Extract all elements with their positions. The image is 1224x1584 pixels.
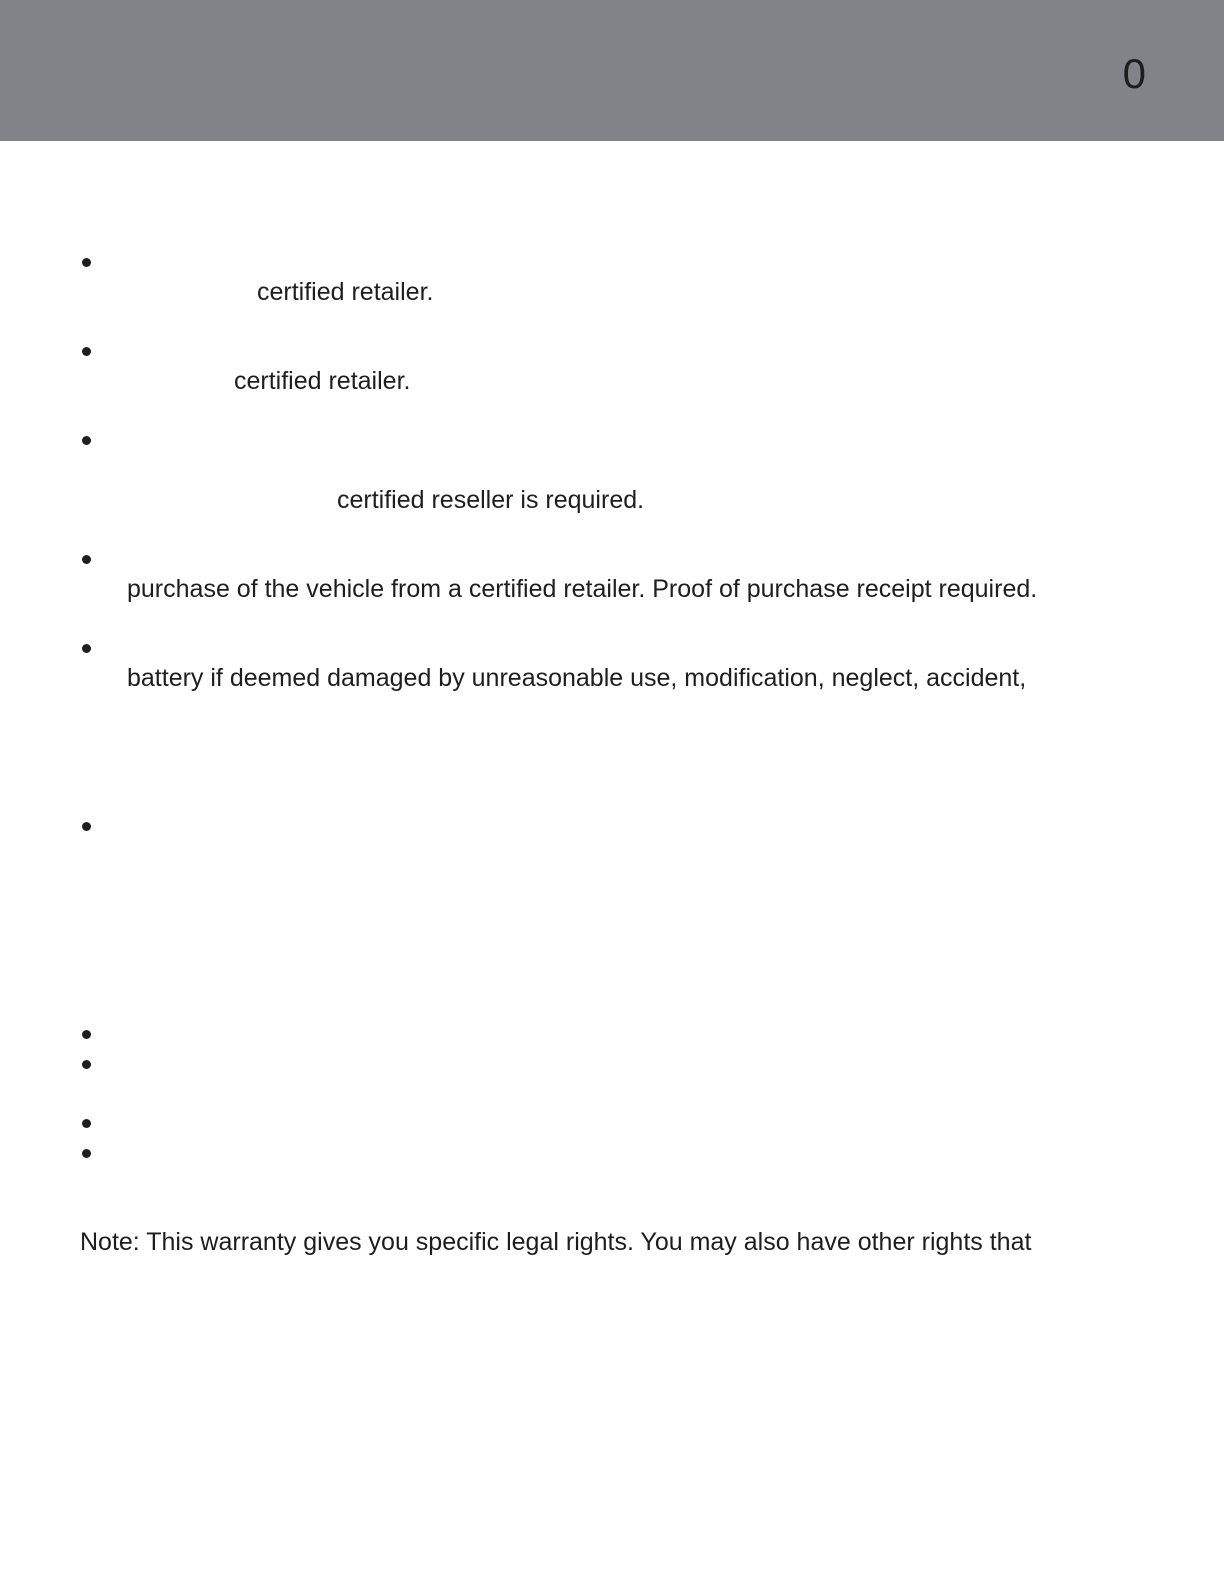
bullet-icon (82, 644, 91, 653)
bullet-icon (82, 1149, 91, 1158)
bullet-icon (82, 436, 91, 445)
bullet-icon (82, 555, 91, 564)
bullet-icon (82, 347, 91, 356)
bullet-icon (82, 1030, 91, 1039)
legal-note: Note: This warranty gives you specific legal rights. You may also have other rights that (80, 1228, 1032, 1256)
list-item-text: certified reseller is required. (337, 486, 645, 514)
bullet-icon (82, 822, 91, 831)
list-item-text: purchase of the vehicle from a certified retailer. Proof of purchase receipt required. (127, 575, 1038, 603)
bullet-icon (82, 1119, 91, 1128)
list-item-text: battery if deemed damaged by unreasonable use, modification, neglect, accident, (127, 664, 1027, 692)
header-band (0, 0, 1224, 141)
bullet-icon (82, 258, 91, 267)
page-number: 0 (1122, 50, 1146, 97)
bullet-icon (82, 1060, 91, 1069)
list-item-text: certified retailer. (257, 278, 434, 306)
list-item-text: certified retailer. (234, 367, 411, 395)
